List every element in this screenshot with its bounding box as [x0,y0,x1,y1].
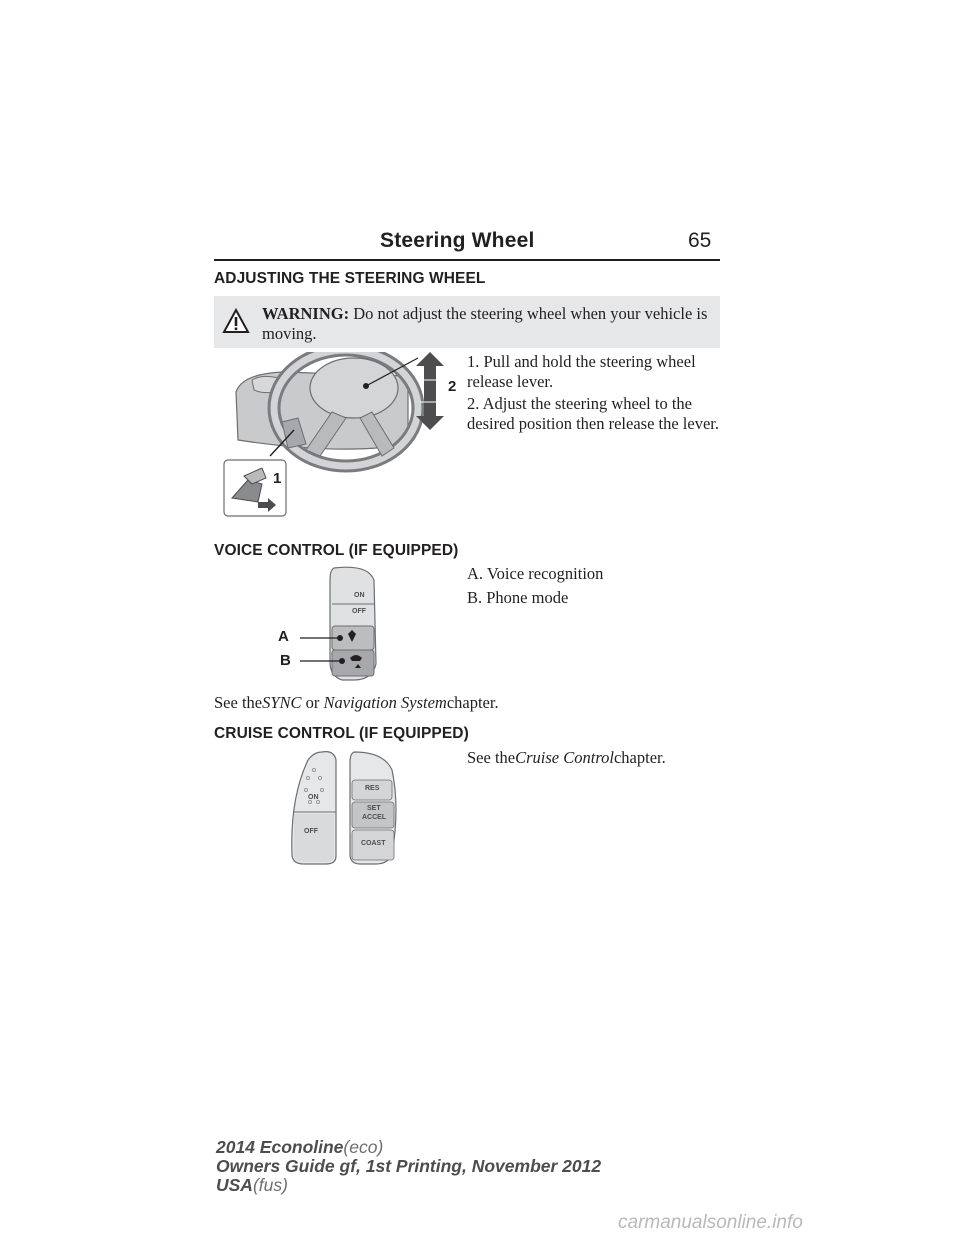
page-number: 65 [688,229,712,252]
step-1: 1. Pull and hold the steering wheel release lever. [467,352,696,391]
page-title: Steering Wheel [380,229,535,252]
or-text: or [305,693,320,712]
cruise-see-prefix: See the [467,748,516,767]
section-heading-voice: VOICE CONTROL (IF EQUIPPED) [214,542,459,559]
footer-model-line [216,1138,601,1157]
voice-see-chapter [214,693,499,713]
see-prefix: See the [214,693,263,712]
callout-b: B [280,652,291,669]
footer-guide: Owners Guide gf, 1st Printing, November 2012 [216,1156,602,1176]
cruise-see-suffix: chapter. [613,748,666,767]
header-rule [214,259,720,261]
warning-triangle-icon [222,308,250,339]
navigation-chapter-link[interactable]: Navigation System [323,693,447,712]
footer [216,1138,601,1195]
footer-model-code: (eco) [343,1137,384,1157]
footer-region-code: (fus) [252,1175,288,1195]
step-2: 2. Adjust the steering wheel to the desired position then release the lever. [467,394,719,433]
footer-guide-line [216,1157,601,1176]
warning-message: Do not adjust the steering wheel when your vehicle is moving. [262,304,708,343]
footer-model: 2014 Econoline [216,1137,344,1157]
cruise-accel-label: ACCEL [362,814,387,821]
cruise-off-label: OFF [304,828,318,835]
see-suffix: chapter. [446,693,499,712]
sync-chapter-link[interactable]: SYNC [262,693,302,712]
section-heading-adjusting: ADJUSTING THE STEERING WHEEL [214,270,486,287]
voice-on-label: ON [354,592,365,599]
cruise-control-figure [288,748,404,868]
voice-item-b: B. Phone mode [467,588,569,607]
callout-a: A [278,628,289,645]
cruise-on-label: ON [308,794,319,801]
cruise-set-label: SET [367,805,381,812]
voice-control-figure [268,564,388,682]
cruise-coast-label: COAST [361,840,386,847]
footer-region: USA [216,1175,253,1195]
callout-1: 1 [273,470,282,487]
footer-region-line [216,1176,601,1195]
steering-wheel-figure [222,352,458,520]
cruise-control-chapter-link[interactable]: Cruise Control [515,748,614,767]
voice-item-a: A. Voice recognition [467,564,604,583]
section-heading-cruise: CRUISE CONTROL (IF EQUIPPED) [214,725,469,742]
warning-label: WARNING: [262,304,350,323]
voice-off-label: OFF [352,608,366,615]
warning-text [262,304,712,344]
cruise-see-chapter [467,748,666,768]
cruise-res-label: RES [365,785,380,792]
callout-2: 2 [448,378,457,395]
watermark: carmanualsonline.info [618,1212,803,1233]
